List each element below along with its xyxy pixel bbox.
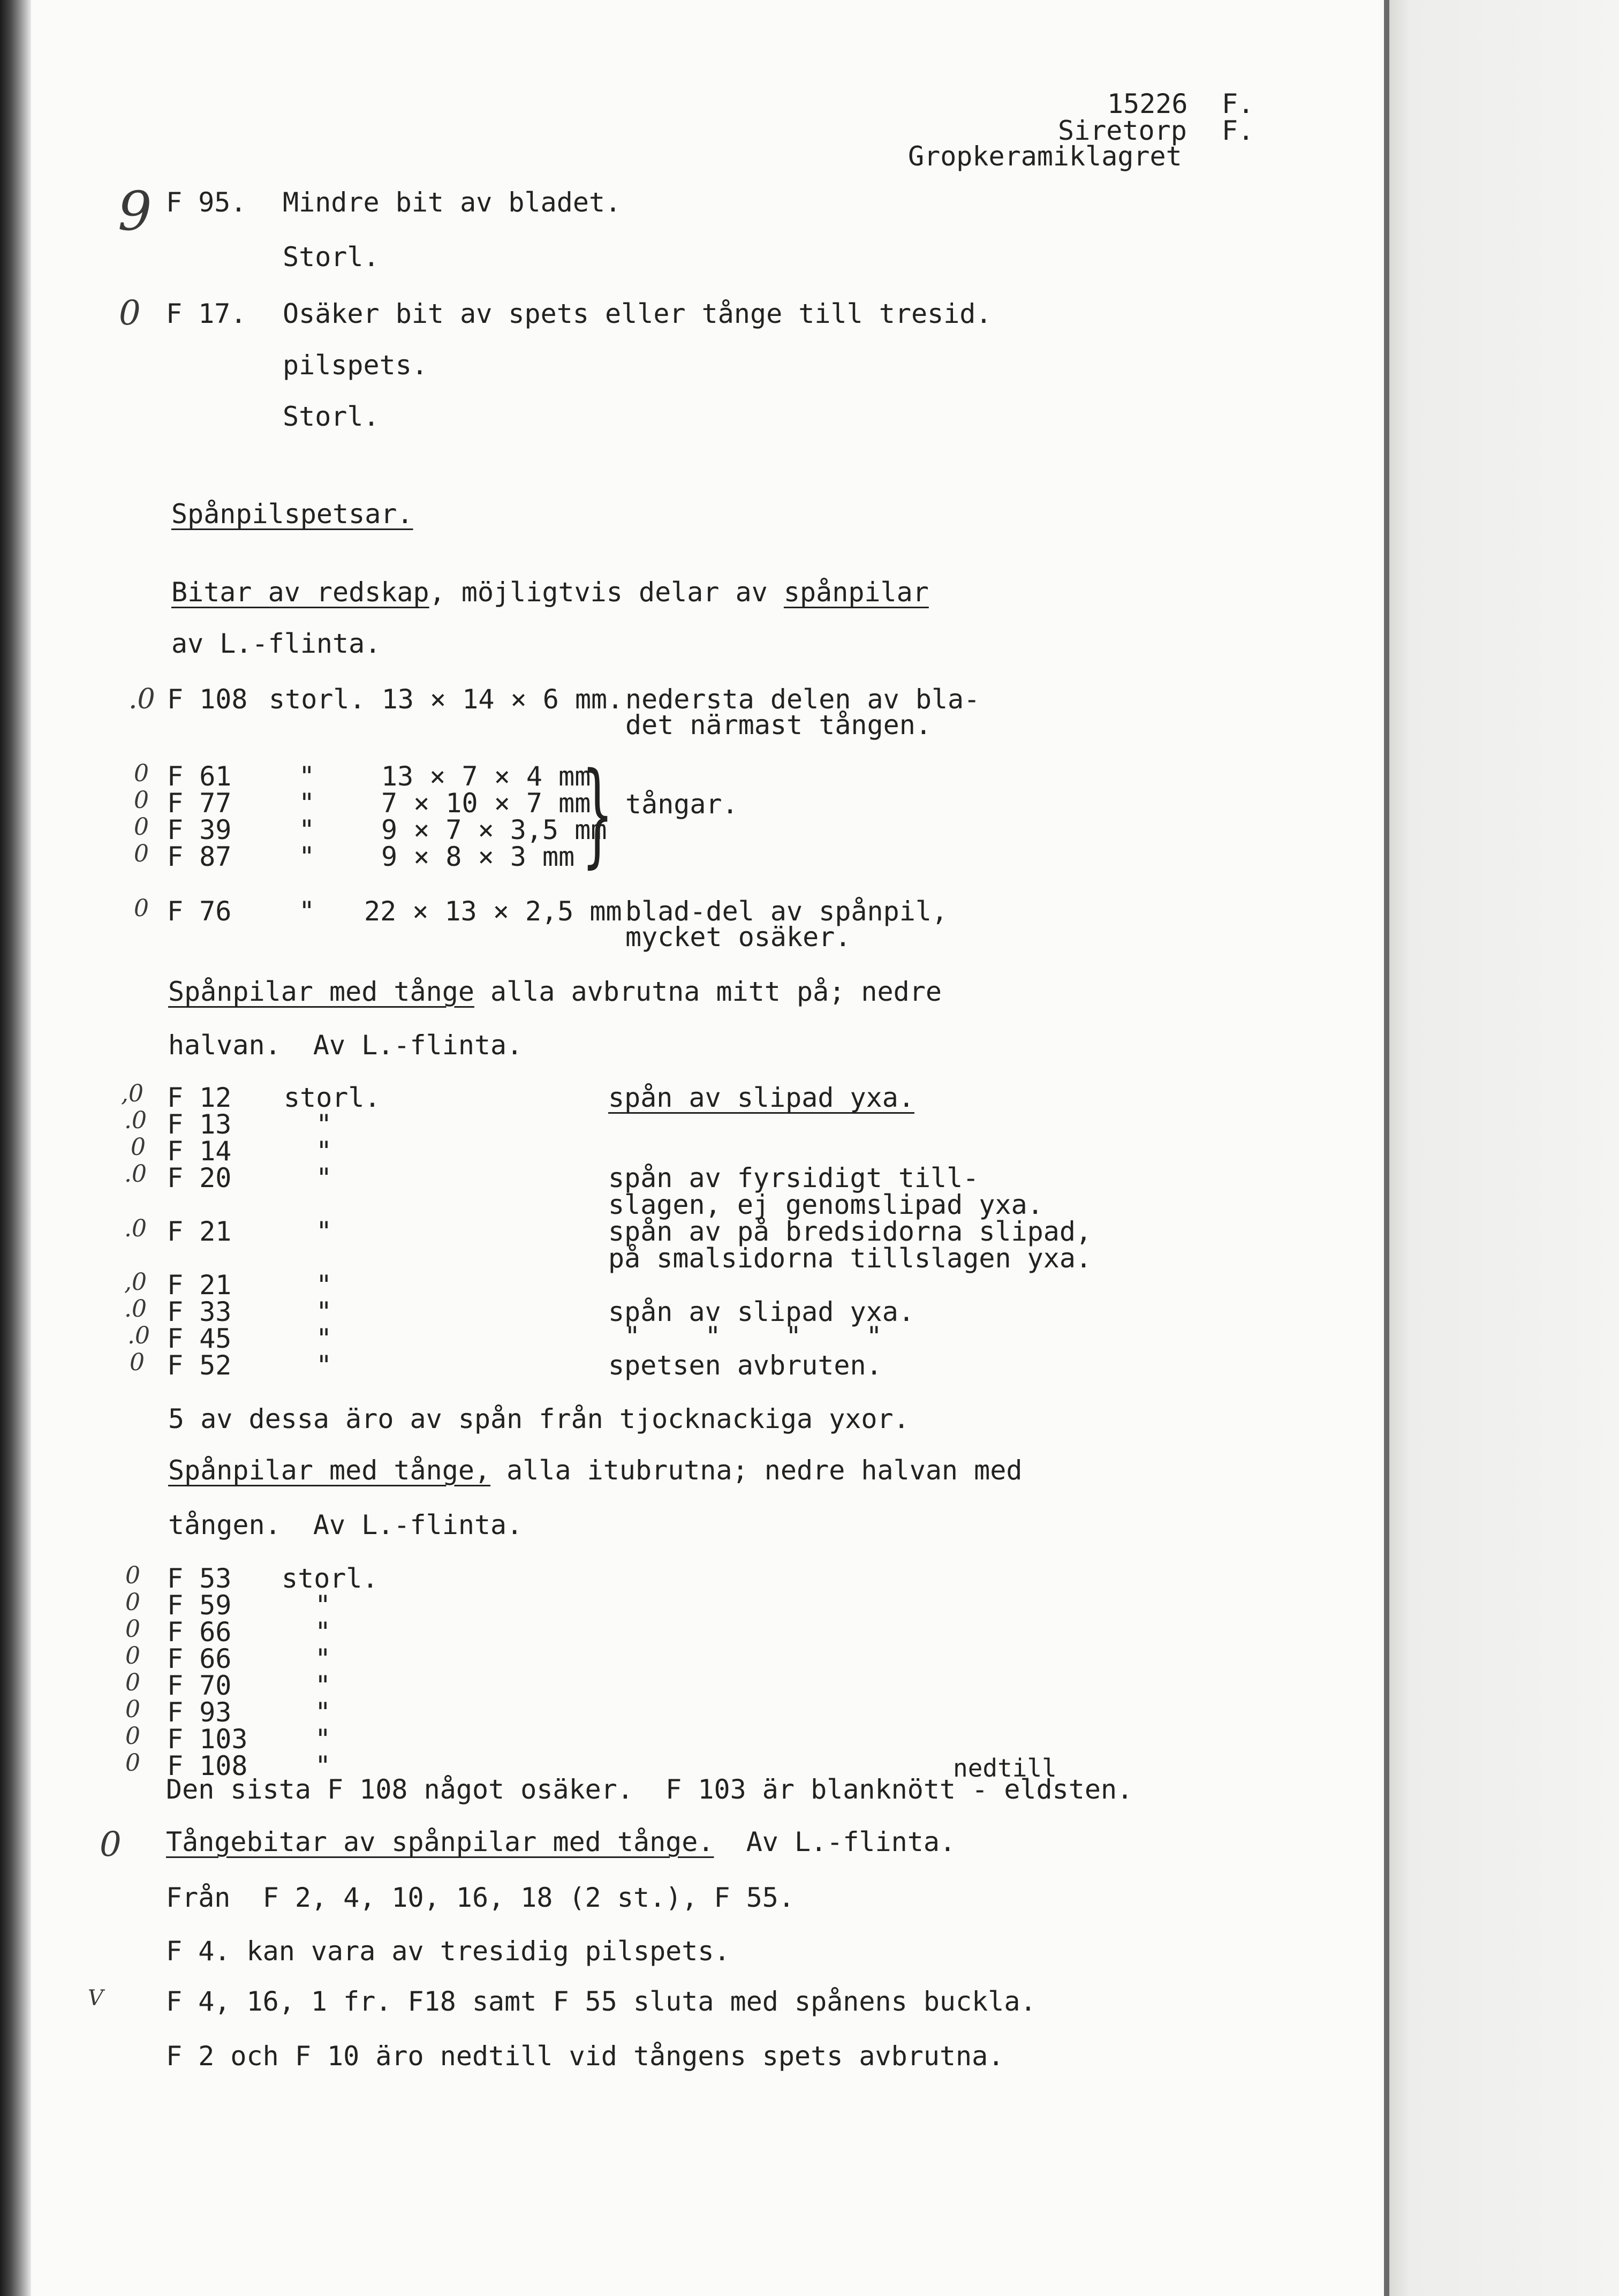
ditto-mark: " [316,1270,332,1301]
entry-id: F 70 [167,1670,232,1701]
entry-note: spån av på bredsidorna slipad, [608,1216,1092,1247]
entry-size: 7 × 10 × 7 mm [381,788,591,819]
handwritten-mark: 0 [100,1825,122,1864]
ditto-mark: " [315,1670,331,1701]
group-note: tångar. [625,789,738,820]
ditto-mark: " [299,761,315,792]
entry-note-cont: på smalsidorna tillslagen yxa. [608,1243,1092,1274]
section-line: F 4, 16, 1 fr. F18 samt F 55 sluta med spånens buckla. [166,1986,1037,2017]
handwritten-mark: .0 [127,1322,150,1349]
handwritten-mark: .0 [124,1160,147,1188]
handwritten-mark: 0 [125,1749,140,1777]
entry-id: F 21 [167,1216,232,1247]
handwritten-mark: 9 [118,180,152,243]
entry-note: nedersta delen av bla- [625,684,980,715]
section-intro-material: av L.-flinta. [171,628,381,659]
entry-id: F 45 [167,1323,232,1354]
handwritten-mark: 0 [130,1349,145,1376]
handwritten-mark: 0 [134,813,149,841]
margin-tick: V [88,1986,103,2011]
handwritten-mark: 0 [131,1134,146,1161]
handwritten-mark: 0 [125,1696,140,1723]
handwritten-mark: .0 [124,1295,147,1323]
entry-id: F 12 [167,1082,232,1113]
handwritten-mark: ,0 [121,1080,143,1107]
entry-id: F 20 [167,1162,232,1194]
entry-id: F 108 [167,1750,248,1781]
entry-id: F 66 [167,1643,232,1674]
entry-note: spetsen avbruten. [608,1350,882,1381]
section-heading: Tångebitar av spånpilar med tånge. Av L.-flinta. [166,1826,956,1857]
ditto-mark: " [315,1643,331,1674]
entry-size-label: storl. [284,1082,381,1113]
entry-size-label: storl. [282,1563,379,1594]
entry-id: F 13 [167,1109,232,1140]
entry-id: F 21 [167,1270,232,1301]
entry-id: F 93 [167,1697,232,1728]
entry-note-cont: mycket osäker. [625,922,851,953]
handwritten-mark: 0 [119,293,141,333]
site-name: Siretorp [1058,115,1187,146]
entry-id: F 66 [167,1617,232,1648]
entry-size: 13 × 7 × 4 mm [381,761,591,792]
ditto-row: " " " " [624,1321,882,1352]
entry-id: F 39 [167,814,232,845]
header-f-1: F. [1222,88,1254,119]
handwritten-mark: 0 [125,1589,140,1616]
section-heading-cont: tången. Av L.-flinta. [168,1509,523,1540]
entry-size-label: Storl. [283,241,380,273]
section-line: Från F 2, 4, 10, 16, 18 (2 st.), F 55. [166,1882,795,1913]
entry-description-cont: pilspets. [283,350,428,381]
handwritten-mark: .0 [124,1215,147,1242]
entry-size: 9 × 7 × 3,5 mm [381,814,607,845]
handwritten-mark: 0 [134,787,149,814]
handwritten-mark: ,0 [124,1268,147,1296]
entry-id: F 77 [167,788,232,819]
entry-id: F 61 [167,761,232,792]
entry-id: F 95. [166,187,247,218]
ditto-mark: " [299,896,315,927]
page-left-shadow [0,0,31,2296]
layer-name: Gropkeramiklagret [908,141,1182,172]
ditto-mark: " [299,788,315,819]
handwritten-mark: 0 [134,840,149,867]
handwritten-mark: 0 [125,1669,140,1696]
group-summary: 5 av dessa äro av spån från tjocknackiga yxor. [168,1403,910,1434]
adjacent-page-strip [1389,0,1619,2296]
handwritten-insert: nedtill [953,1754,1057,1783]
entry-note: spån av fyrsidigt till- [608,1162,979,1194]
section-intro: Bitar av redskap, möjligtvis delar av spånpilar [171,577,929,608]
curly-brace: } [581,748,614,879]
ditto-mark: " [299,841,315,872]
entry-description: Osäker bit av spets eller tånge till tresid. [283,298,992,329]
entry-size-label: Storl. [283,401,380,432]
ditto-mark: " [315,1617,331,1648]
ditto-mark: " [315,1750,331,1781]
entry-note-cont: det närmast tången. [625,709,932,741]
handwritten-mark: .0 [124,1107,147,1134]
entry-note-cont: slagen, ej genomslipad yxa. [608,1189,1043,1220]
ditto-mark: " [315,1697,331,1728]
entry-id: F 108 [167,684,248,715]
entry-size: storl. 13 × 14 × 6 mm. [269,684,624,715]
entry-id: F 103 [167,1724,248,1755]
ditto-mark: " [316,1136,332,1167]
entry-id: F 33 [167,1296,232,1327]
entry-id: F 76 [167,896,232,927]
entry-id: F 59 [167,1590,232,1621]
entry-description: Mindre bit av bladet. [283,187,622,218]
entry-id: F 52 [167,1350,232,1381]
entry-note: blad-del av spånpil, [625,896,948,927]
entry-id: F 87 [167,841,232,872]
handwritten-mark: 0 [134,895,149,922]
entry-id: F 17. [166,298,247,329]
entry-note: spån av slipad yxa. [608,1296,914,1327]
section-line: F 4. kan vara av tresidig pilspets. [166,1936,730,1967]
handwritten-mark: 0 [134,760,149,787]
entry-size: 9 × 8 × 3 mm [381,841,575,872]
ditto-mark: " [316,1216,332,1247]
section-heading: Spånpilspetsar. [171,499,413,530]
entry-id: F 14 [167,1136,232,1167]
section-heading: Spånpilar med tånge, alla itubrutna; nedre halvan med [168,1455,1023,1486]
header-f-2: F. [1222,115,1254,146]
ditto-mark: " [315,1724,331,1755]
ditto-mark: " [299,814,315,845]
page-right-edge [1384,0,1389,2296]
ditto-mark: " [316,1109,332,1140]
section-line: F 2 och F 10 äro nedtill vid tångens spets avbrutna. [166,2041,1004,2072]
handwritten-mark: .0 [128,683,155,715]
group-remark: Den sista F 108 något osäker. F 103 är blanknött - eldsten. [166,1774,1133,1805]
ditto-mark: " [316,1162,332,1194]
catalog-number: 15226 [1107,88,1188,119]
handwritten-mark: 0 [125,1615,140,1643]
handwritten-mark: 0 [125,1562,140,1589]
ditto-mark: " [316,1350,332,1381]
entry-size: 22 × 13 × 2,5 mm [364,896,622,927]
section-heading: Spånpilar med tånge alla avbrutna mitt på; nedre [168,976,942,1007]
ditto-mark: " [315,1590,331,1621]
ditto-mark: " [316,1296,332,1327]
section-heading-cont: halvan. Av L.-flinta. [168,1030,523,1061]
entry-note: spån av slipad yxa. [608,1082,914,1113]
ditto-mark: " [316,1323,332,1354]
entry-id: F 53 [167,1563,232,1594]
handwritten-mark: 0 [125,1642,140,1670]
handwritten-mark: 0 [125,1723,140,1750]
